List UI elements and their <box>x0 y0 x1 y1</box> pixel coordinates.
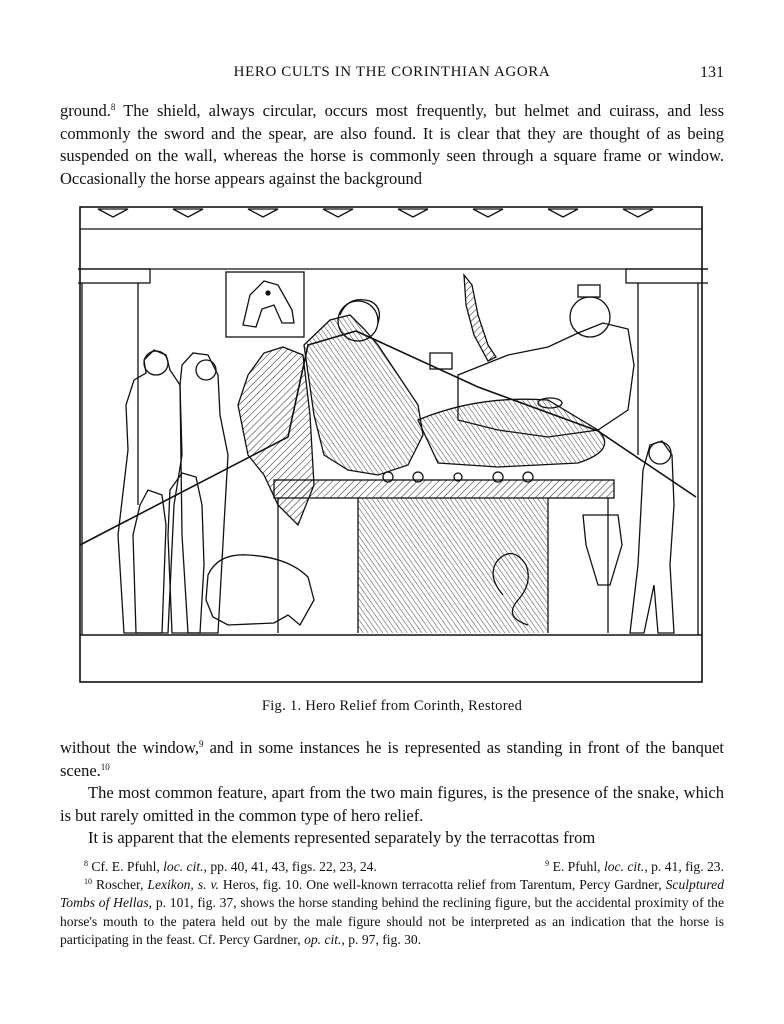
body-paragraph-top <box>60 100 724 190</box>
running-header <box>60 64 724 86</box>
figure-hero-relief <box>78 205 708 685</box>
left-capital <box>78 269 150 283</box>
footnote-italic: loc. cit. <box>603 859 645 874</box>
footnote-9 <box>545 858 724 876</box>
footnote-row <box>60 858 724 876</box>
roof-tile <box>248 209 278 217</box>
cupbearer-boy <box>630 441 674 633</box>
veiled-woman-figure <box>180 353 228 633</box>
hero-polos <box>578 285 600 297</box>
footnote-text: , p. 97, fig. 30. <box>341 931 422 947</box>
footnote-8 <box>84 858 377 876</box>
body-paragraph <box>60 737 724 782</box>
footnote-italic: Sculptured Tombs of Hellas <box>60 877 725 911</box>
footnote-text: , p. 101, fig. 37, shows the horse standing behind the reclining figure, but the accidental proximity of the horse's mouth to the patera held out by the male figure should not be interpreted as an indication that the horse is participating in the feast. Cf. Percy Gardner, <box>60 895 724 947</box>
footnotes <box>60 858 724 949</box>
footnote-italic: Lexikon, s. v. <box>147 877 219 893</box>
footnote-italic: op. cit. <box>304 931 342 947</box>
child-figure <box>133 490 166 633</box>
footnote-10 <box>60 876 724 949</box>
roof-tile <box>398 209 428 217</box>
roof-tile <box>98 209 128 217</box>
footnote-ref-10[interactable]: 10 <box>100 761 110 772</box>
body-text: and in some instances he is represented as standing in front of the banquet scene. <box>60 738 724 780</box>
footnote-text: Cf. E. Pfuhl, <box>88 859 164 874</box>
footnote-text: E. Pfuhl, <box>549 859 604 874</box>
horse-head <box>243 281 294 327</box>
footnote-ref-9[interactable]: 9 <box>198 739 204 749</box>
drinking-horn <box>464 275 496 361</box>
footnote-text: Heros, fig. 10. One well-known terracotta relief from Tarentum, Percy Gardner, <box>218 877 666 893</box>
body-text: ground. <box>60 101 111 120</box>
drapery <box>418 399 605 467</box>
table-top <box>274 480 614 498</box>
footnote-mark: 10 <box>84 877 92 887</box>
roof-tile <box>173 209 203 217</box>
body-text: The shield, always circular, occurs most frequently, but helmet and cuirass, and less commonly the sword and the spear, are also found. It is clear that they are thought of as being suspended on the wall, whereas the horse is commonly seen through a square frame or window. Occasionally the horse appears against the background <box>60 101 724 188</box>
roof-tile <box>623 209 653 217</box>
page-number: 131 <box>700 64 724 81</box>
footnote-mark: 8 <box>84 859 88 868</box>
footnote-text: Roscher, <box>92 877 148 893</box>
footnote-mark: 9 <box>545 859 550 868</box>
roof-tile <box>473 209 503 217</box>
standing-man-figure <box>118 350 182 633</box>
footnote-text: , pp. 40, 41, 43, figs. 22, 23, 24. <box>203 859 377 874</box>
hero-relief-drawing <box>78 205 708 685</box>
right-capital <box>626 269 708 283</box>
footnote-text: , p. 41, fig. 23. <box>644 859 724 874</box>
body-text: without the window, <box>60 738 199 757</box>
body-paragraph: It is apparent that the elements represented separately by the terracottas from <box>88 828 596 848</box>
body-paragraphs-bottom <box>60 737 724 850</box>
roof-tile <box>323 209 353 217</box>
hero-head <box>570 297 610 337</box>
seated-woman-figure <box>304 315 423 475</box>
running-title: HERO CULTS IN THE CORINTHIAN AGORA <box>233 64 551 80</box>
body-paragraph: The most common feature, apart from the two main figures, is the presence of the snake, which is but rarely omitted in the common type of hero relief. <box>60 783 724 825</box>
crater-vessel <box>583 515 622 585</box>
footnote-ref-8[interactable]: 8 <box>110 102 116 112</box>
footnote-italic: loc. cit. <box>163 859 204 874</box>
figure-caption: Fig. 1. Hero Relief from Corinth, Restored <box>261 698 523 714</box>
roof-tile <box>548 209 578 217</box>
